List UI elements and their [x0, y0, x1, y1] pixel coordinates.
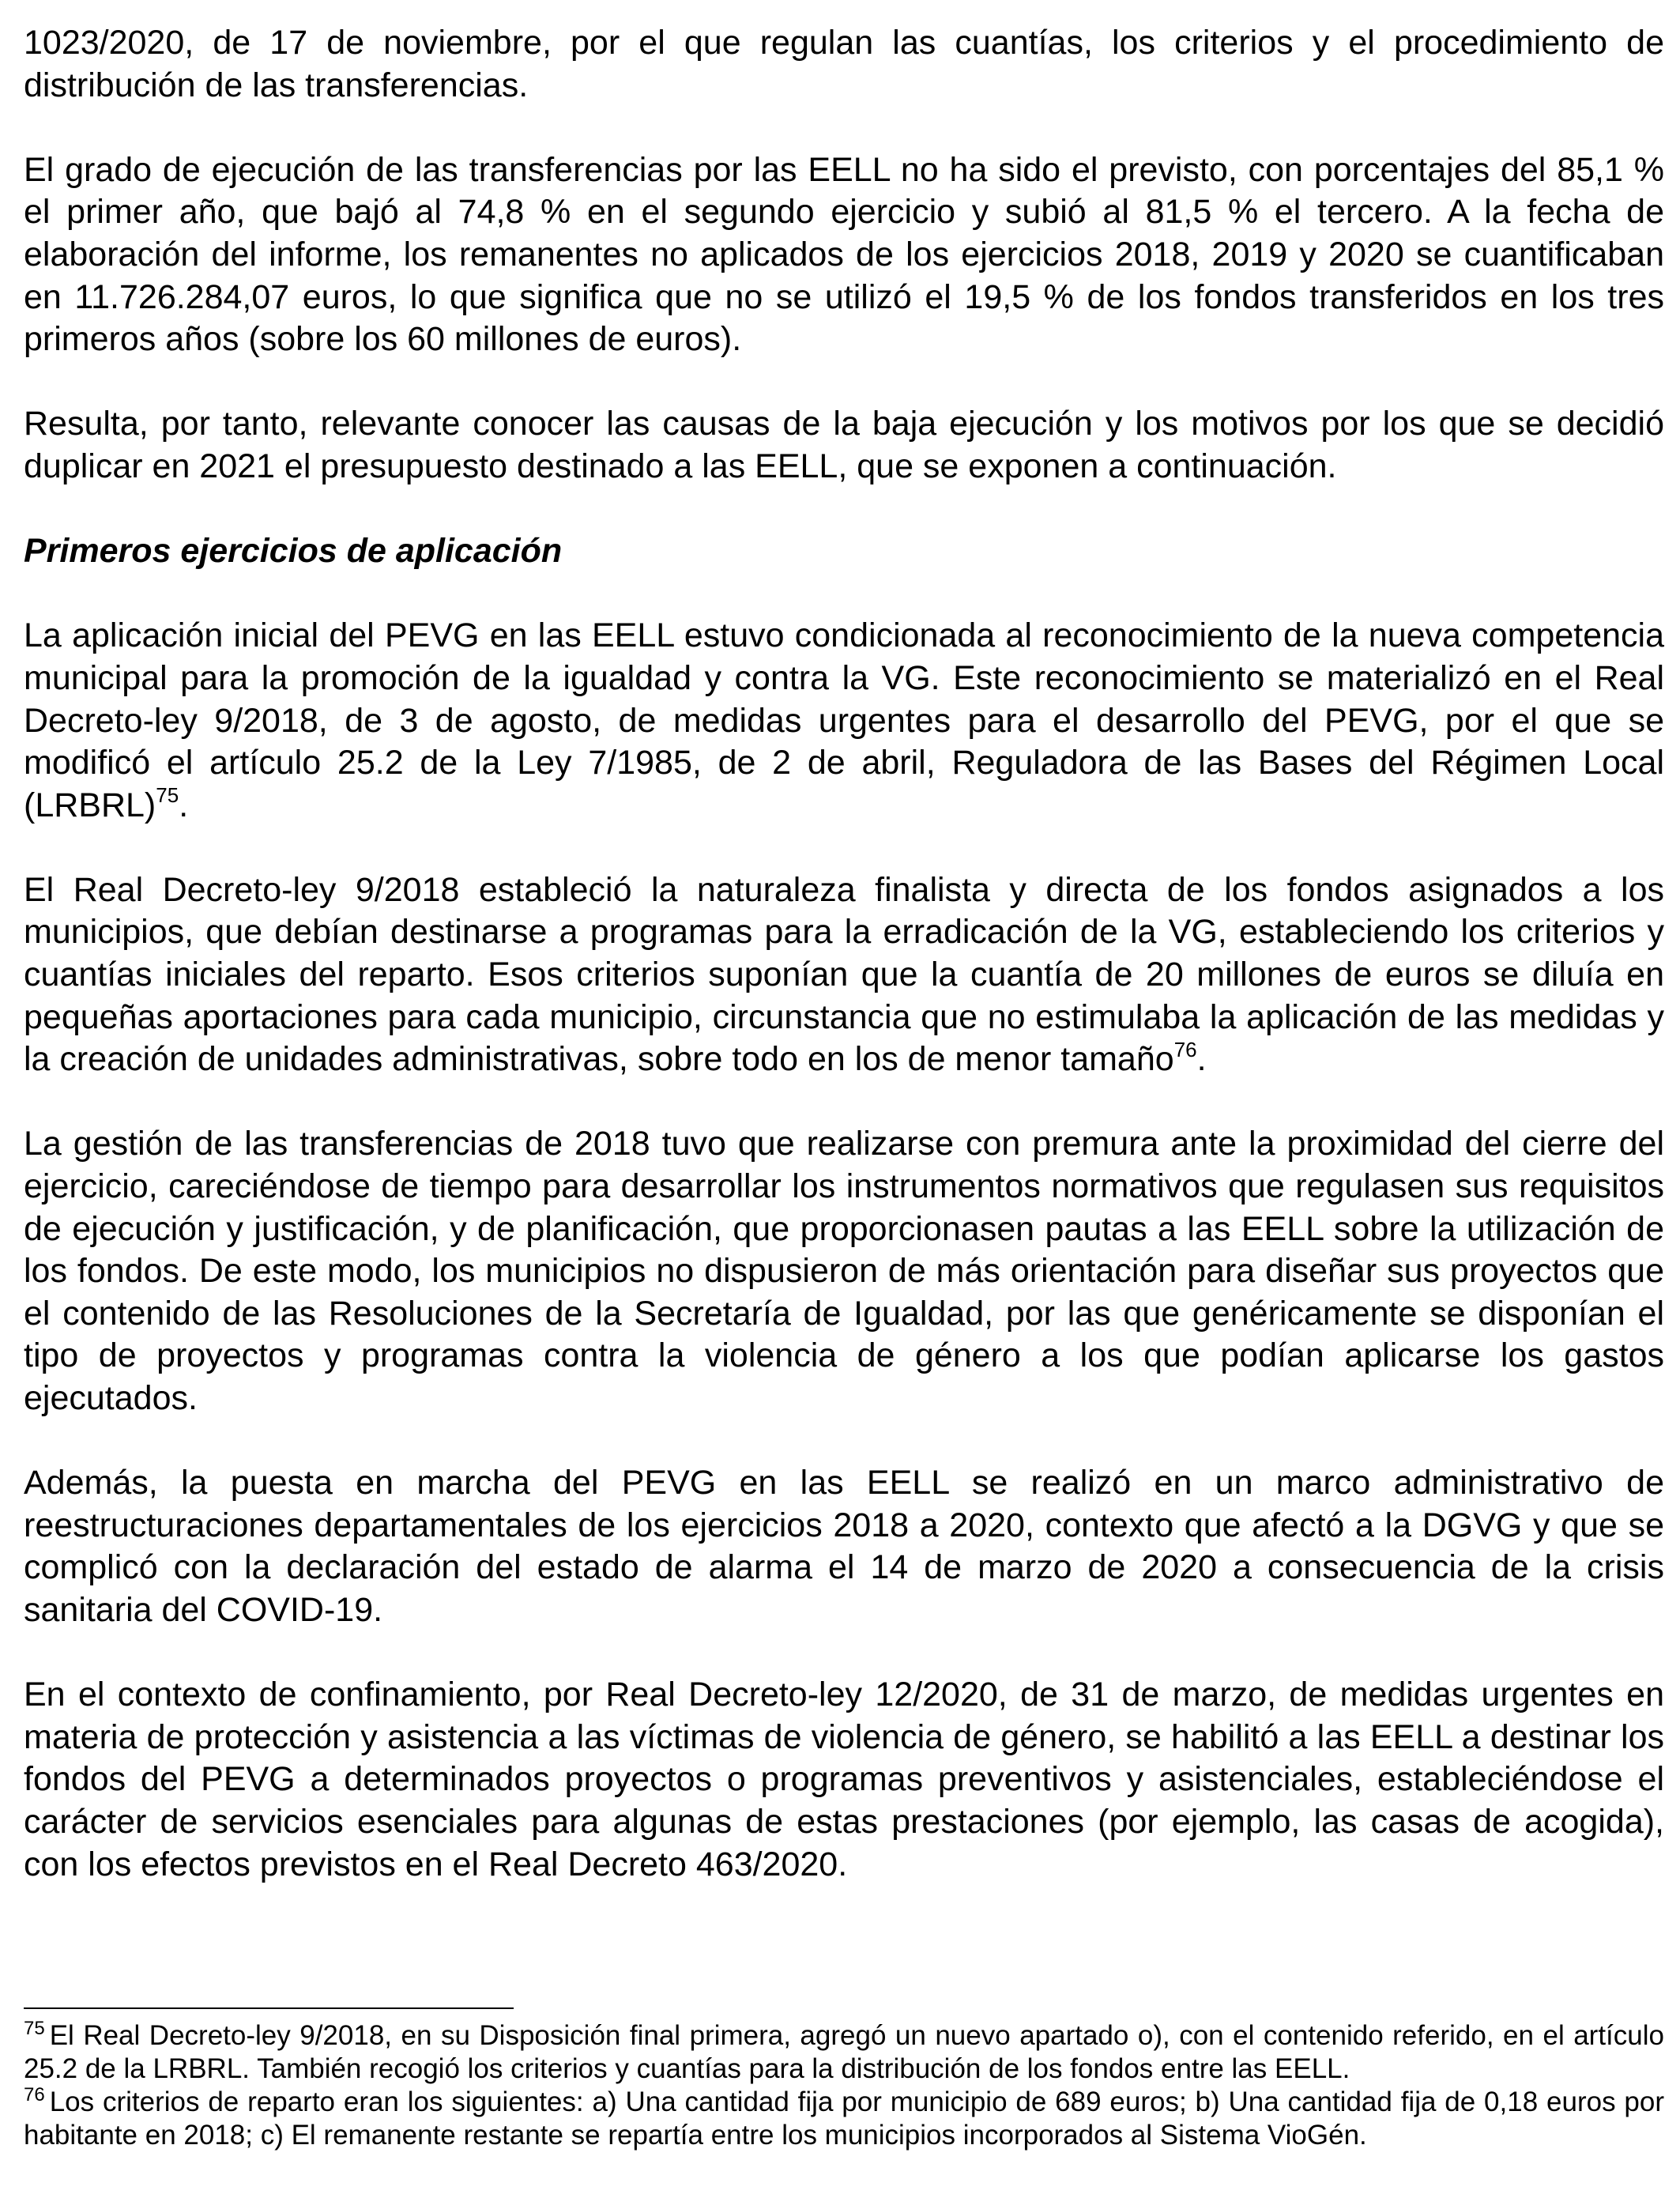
- paragraph-5-text: El Real Decreto-ley 9/2018 estableció la naturaleza finalista y directa de los fondos asignados a los municipios, que debían destinarse a programas para la erradicación de la VG, estableciendo los criterios y cuantías iniciales del reparto. Esos criterios suponían que la cuantía de 20 millones de euros se diluía en pequeñas aportaciones para cada municipio, circunstancia que no estimulaba la aplicación de las medidas y la creación de unidades administrativas, sobre todo en los de menor tamaño: [24, 870, 1664, 1079]
- footnote-text: Los criterios de reparto eran los siguientes: a) Una cantidad fija por municipio de 689 euros; b) Una cantidad fija de 0,18 euros por habitante en 2018; c) El remanente restante se repartía entre los municipios incorporados al Sistema VioGén.: [24, 2087, 1664, 2151]
- paragraph-4-text: La aplicación inicial del PEVG en las EELL estuvo condicionada al reconocimiento de la nueva competencia municipal para la promoción de la igualdad y contra la VG. Este reconocimiento se materializó en el Real Decreto-ley 9/2018, de 3 de agosto, de medidas urgentes para el desarrollo del PEVG, por el que se modificó el artículo 25.2 de la Ley 7/1985, de 2 de abril, Reguladora de las Bases del Régimen Local (LRBRL): [24, 616, 1664, 824]
- section-heading: Primeros ejercicios de aplicación: [24, 532, 563, 571]
- footnote-number: 76: [24, 2084, 45, 2106]
- footnote-75: [24, 2019, 1664, 2086]
- footnotes: [24, 2019, 1664, 2152]
- paragraph-3: Resulta, por tanto, relevante conocer las causas de la baja ejecución y los motivos por los que se decidió duplicar en 2021 el presupuesto destinado a las EELL, que se exponen a continuación.: [24, 405, 1664, 485]
- paragraph-5: [24, 869, 1664, 1081]
- footnote-ref-76[interactable]: 76: [1173, 1037, 1197, 1061]
- paragraph-7: Además, la puesta en marcha del PEVG en las EELL se realizó en un marco administrativo de reestructuraciones departamentales de los ejercicios 2018 a 2020, contexto que afectó a la DGVG y que se complicó con la declaración del estado de alarma el 14 de marzo de 2020 a consecuencia de la crisis sanitaria del COVID-19.: [24, 1464, 1664, 1629]
- paragraph-4: [24, 615, 1664, 827]
- footnote-divider: [24, 2007, 514, 2009]
- footnote-text: El Real Decreto-ley 9/2018, en su Disposición final primera, agregó un nuevo apartado o), con el contenido referido, en el artículo 25.2 de la LRBRL. También recogió los criterios y cuantías para la distribución de los fondos entre las EELL.: [24, 2020, 1664, 2084]
- footnote-number: 75: [24, 2018, 45, 2040]
- paragraph-6: La gestión de las transferencias de 2018 tuvo que realizarse con premura ante la proximidad del cierre del ejercicio, careciéndose de tiempo para desarrollar los instrumentos normativos que regulasen sus requisitos de ejecución y justificación, y de planificación, que proporcionasen pautas a las EELL sobre la utilización de los fondos. De este modo, los municipios no dispusieron de más orientación para diseñar sus proyectos que el contenido de las Resoluciones de la Secretaría de Igualdad, por las que genéricamente se disponían el tipo de proyectos y programas contra la violencia de género a los que podían aplicarse los gastos ejecutados.: [24, 1125, 1664, 1417]
- paragraph-4-end: .: [179, 786, 189, 824]
- footnote-ref-75[interactable]: 75: [156, 783, 179, 808]
- footnote-76: [24, 2086, 1664, 2152]
- paragraph-1: 1023/2020, de 17 de noviembre, por el que regulan las cuantías, los criterios y el procedimiento de distribución de las transferencias.: [24, 24, 1664, 104]
- document-body: [24, 22, 1664, 1928]
- paragraph-5-end: .: [1196, 1040, 1207, 1079]
- paragraph-8: En el contexto de confinamiento, por Real Decreto-ley 12/2020, de 31 de marzo, de medidas urgentes en materia de protección y asistencia a las víctimas de violencia de género, se habilitó a las EELL a destinar los fondos del PEVG a determinados proyectos o programas preventivos y asistenciales, estableciéndose el carácter de servicios esenciales para algunas de estas prestaciones (por ejemplo, las casas de acogida), con los efectos previstos en el Real Decreto 463/2020.: [24, 1676, 1664, 1883]
- paragraph-2: El grado de ejecución de las transferencias por las EELL no ha sido el previsto, con porcentajes del 85,1 % el primer año, que bajó al 74,8 % en el segundo ejercicio y subió al 81,5 % el tercero. A la fecha de elaboración del informe, los remanentes no aplicados de los ejercicios 2018, 2019 y 2020 se cuantificaban en 11.726.284,07 euros, lo que significa que no se utilizó el 19,5 % de los fondos transferidos en los tres primeros años (sobre los 60 millones de euros).: [24, 150, 1664, 359]
